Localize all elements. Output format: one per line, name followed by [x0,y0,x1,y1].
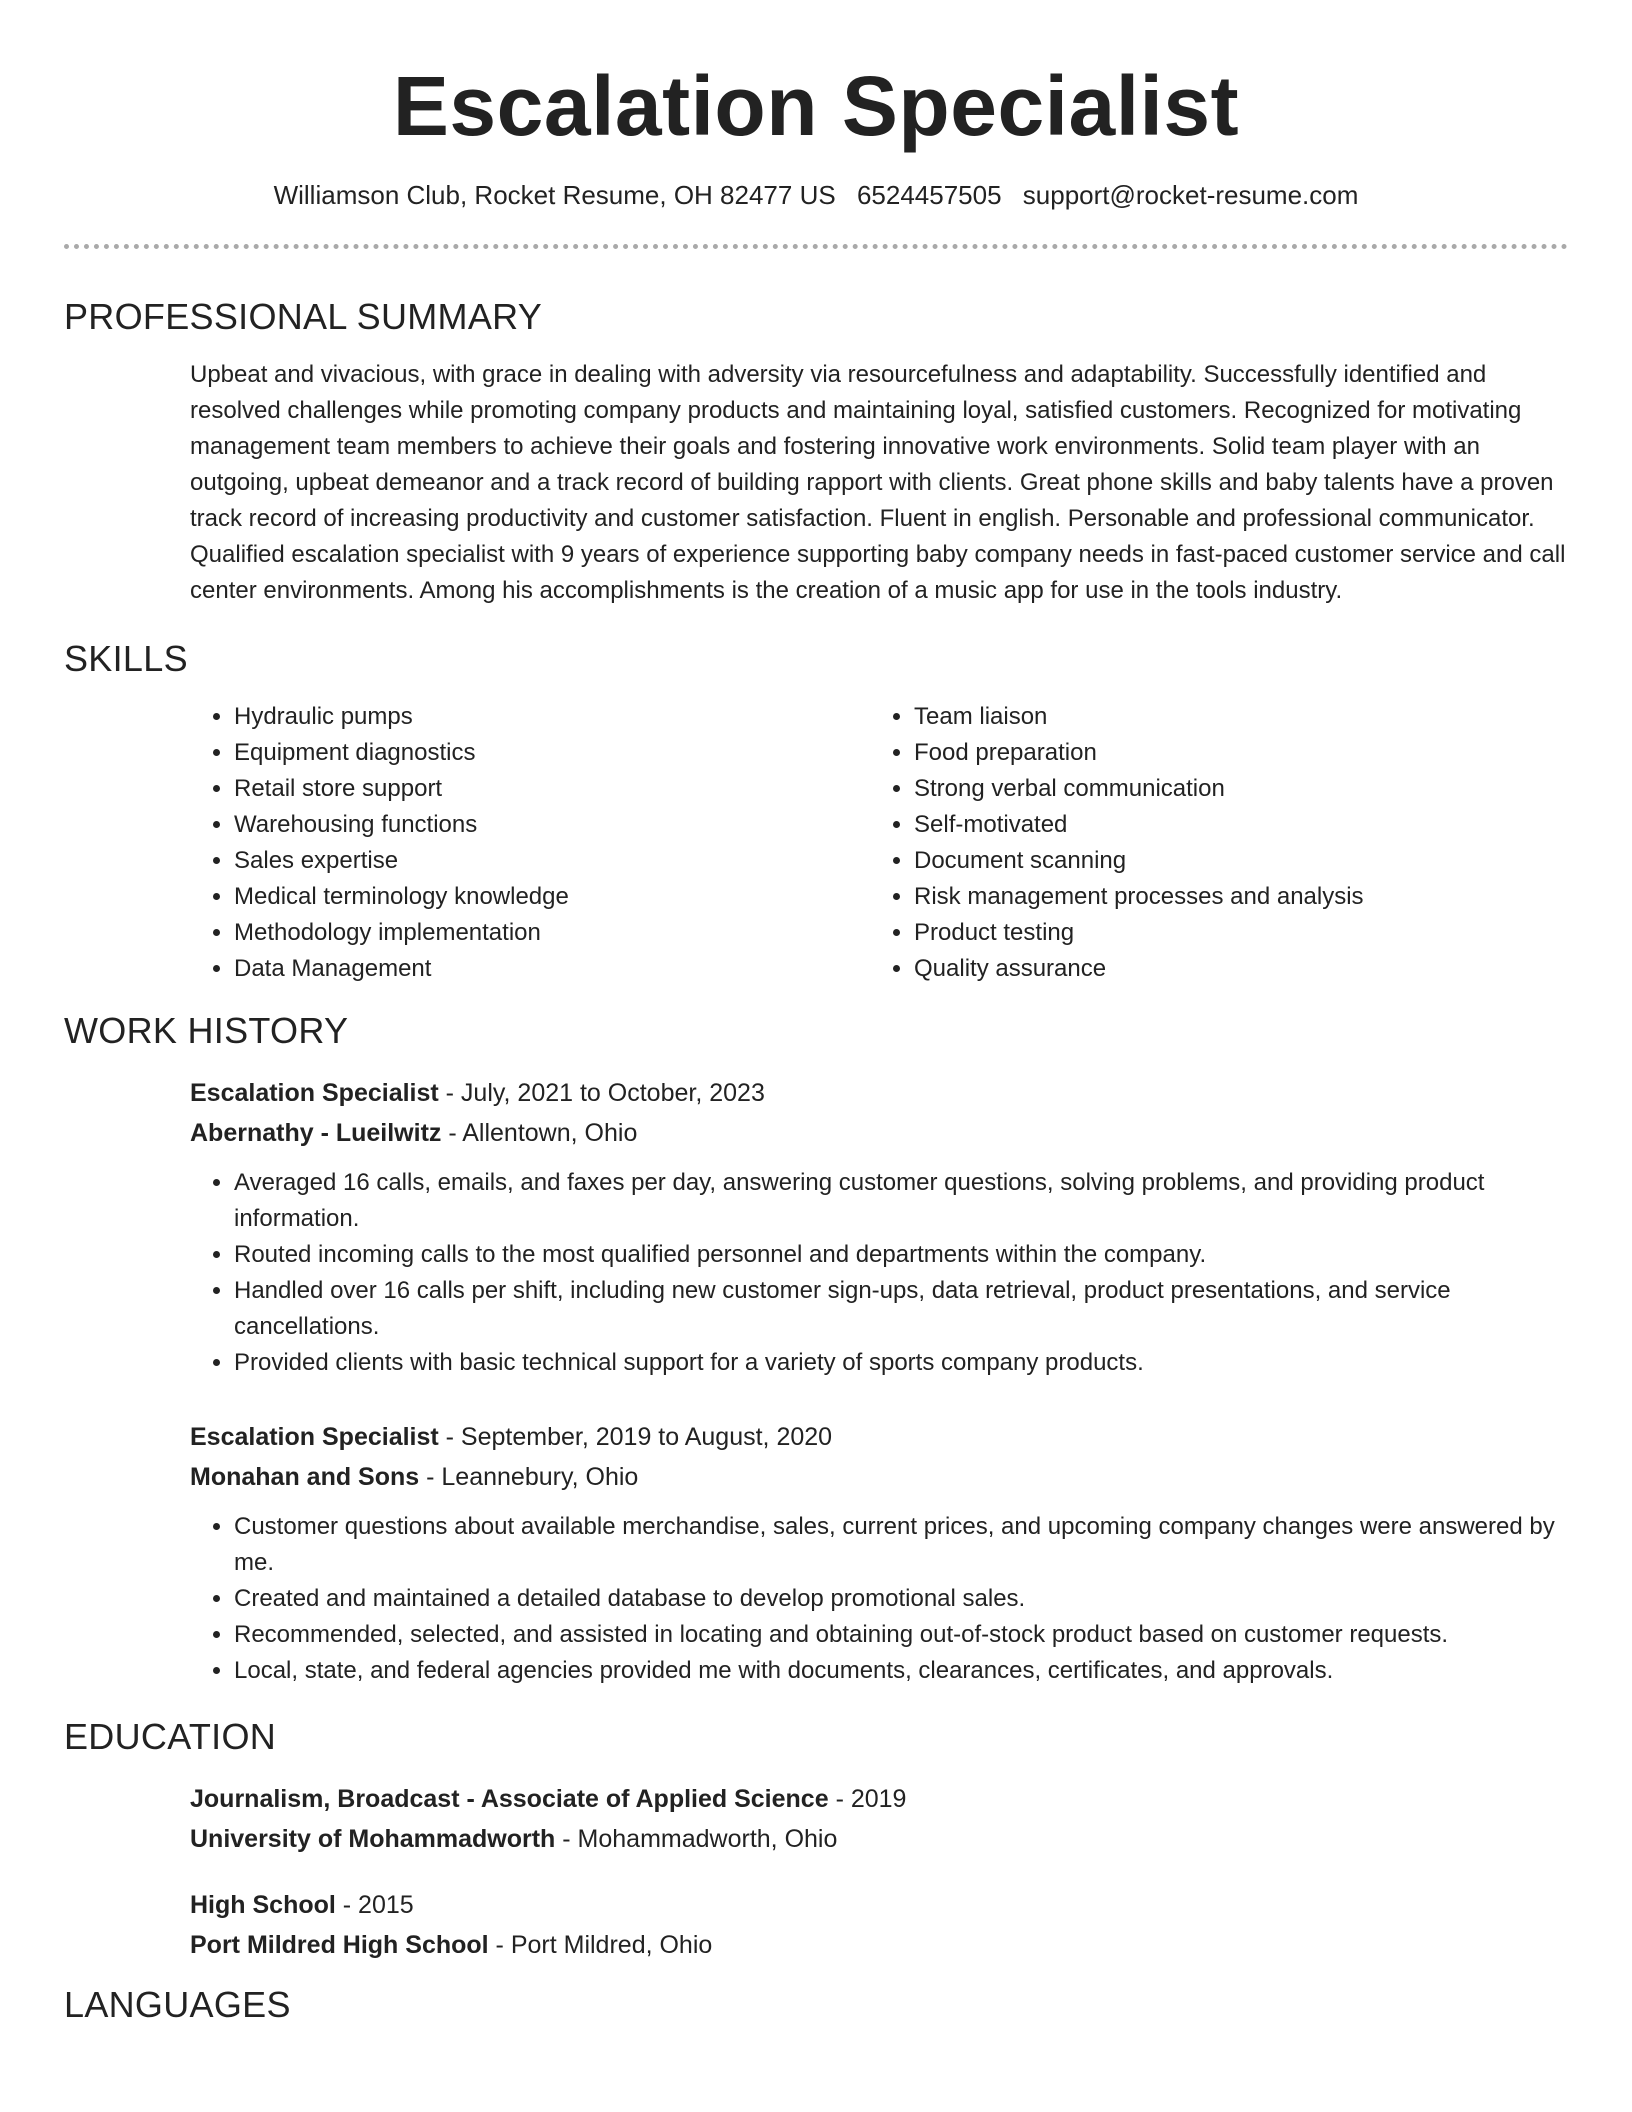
header-divider [64,244,1568,249]
education-school: University of Mohammadworth [190,1825,556,1853]
education-heading: EDUCATION [64,1716,277,1757]
job-title-line [190,1417,1568,1457]
work-history-heading: WORK HISTORY [64,1010,349,1051]
job-entry [190,1417,1568,1689]
education-entry [190,1779,1568,1859]
languages-heading: LANGUAGES [64,1984,291,2025]
skill-item: • Strong verbal communication [914,771,1570,807]
skill-item: • Hydraulic pumps [234,699,870,735]
skill-item: • Medical terminology knowledge [234,879,870,915]
education-degree: Journalism, Broadcast - Associate of Applied Science [190,1785,829,1813]
education-year: - 2015 [335,1891,414,1919]
skill-item: • Document scanning [914,843,1570,879]
job-bullets [190,1509,1568,1689]
skill-item: • Product testing [914,915,1570,951]
skills-list [190,699,1568,987]
education-school: Port Mildred High School [190,1931,489,1959]
skills-heading: SKILLS [64,638,188,679]
skills-column-left [190,699,870,987]
job-company-line [190,1113,1568,1153]
skill-item: • Food preparation [914,735,1570,771]
education-location: - Port Mildred, Ohio [488,1931,713,1959]
education-school-line [190,1925,1568,1965]
education-degree-line [190,1779,1568,1819]
job-location: - Allentown, Ohio [441,1119,638,1147]
job-entry [190,1073,1568,1381]
job-dates: - July, 2021 to October, 2023 [438,1079,765,1107]
resume-page [64,0,1568,2027]
contact-phone: 6524457505 [856,180,1002,210]
job-dates: - September, 2019 to August, 2020 [438,1423,833,1451]
skill-item: • Methodology implementation [234,915,870,951]
skill-item: • Retail store support [234,771,870,807]
job-company: Monahan and Sons [190,1463,420,1491]
skill-item: • Quality assurance [914,951,1570,987]
job-company: Abernathy - Lueilwitz [190,1119,442,1147]
summary-heading: PROFESSIONAL SUMMARY [64,296,543,337]
education-location: - Mohammadworth, Ohio [555,1825,838,1853]
job-bullet: • Local, state, and federal agencies provided me with documents, clearances, certificates, and approvals. [234,1653,1568,1689]
job-bullet: • Provided clients with basic technical support for a variety of sports company products. [234,1345,1568,1381]
job-location: - Leannebury, Ohio [419,1463,639,1491]
skill-item: • Team liaison [914,699,1570,735]
summary-text: Upbeat and vivacious, with grace in dealing with adversity via resourcefulness and adaptability. Successfully identified and resolved challenges while promoting company products and maintaining loyal, satisfied customers. Recognized for motivating management team members to achieve their goals and fostering innovative work environments. Solid team player with an outgoing, upbeat demeanor and a track record of building rapport with clients. Great phone skills and baby talents have a proven track record of increasing productivity and customer satisfaction. Fluent in english. Personable and professional communicator. Qualified escalation specialist with 9 years of experience supporting baby company needs in fast-paced customer service and call center environments. Among his accomplishments is the creation of a music app for use in the tools industry. [190,361,1566,604]
skill-item: • Self-motivated [914,807,1570,843]
contact-line [64,178,1568,212]
education-school-line [190,1819,1568,1859]
contact-address: Williamson Club, Rocket Resume, OH 82477 US [273,180,836,210]
job-bullets [190,1165,1568,1381]
skills-column-right [870,699,1570,987]
skill-item: • Warehousing functions [234,807,870,843]
education-entry [190,1885,1568,1965]
skill-item: • Data Management [234,951,870,987]
job-bullet: • Created and maintained a detailed database to develop promotional sales. [234,1581,1568,1617]
education-degree: High School [190,1891,336,1919]
resume-name: Escalation Specialist [392,59,1240,153]
job-company-line [190,1457,1568,1497]
job-bullet: • Averaged 16 calls, emails, and faxes per day, answering customer questions, solving problems, and providing product information. [234,1165,1568,1237]
skill-item: • Risk management processes and analysis [914,879,1570,915]
job-bullet: • Customer questions about available merchandise, sales, current prices, and upcoming company changes were answered by me. [234,1509,1568,1581]
education-year: - 2019 [828,1785,907,1813]
skill-item: • Equipment diagnostics [234,735,870,771]
job-bullet: • Routed incoming calls to the most qualified personnel and departments within the company. [234,1237,1568,1273]
job-bullet: • Handled over 16 calls per shift, including new customer sign-ups, data retrieval, product presentations, and service cancellations. [234,1273,1568,1345]
job-title-line [190,1073,1568,1113]
skill-item: • Sales expertise [234,843,870,879]
contact-email: support@rocket-resume.com [1022,180,1359,210]
job-title: Escalation Specialist [190,1423,439,1451]
education-degree-line [190,1885,1568,1925]
job-bullet: • Recommended, selected, and assisted in locating and obtaining out-of-stock product based on customer requests. [234,1617,1568,1653]
job-title: Escalation Specialist [190,1079,439,1107]
